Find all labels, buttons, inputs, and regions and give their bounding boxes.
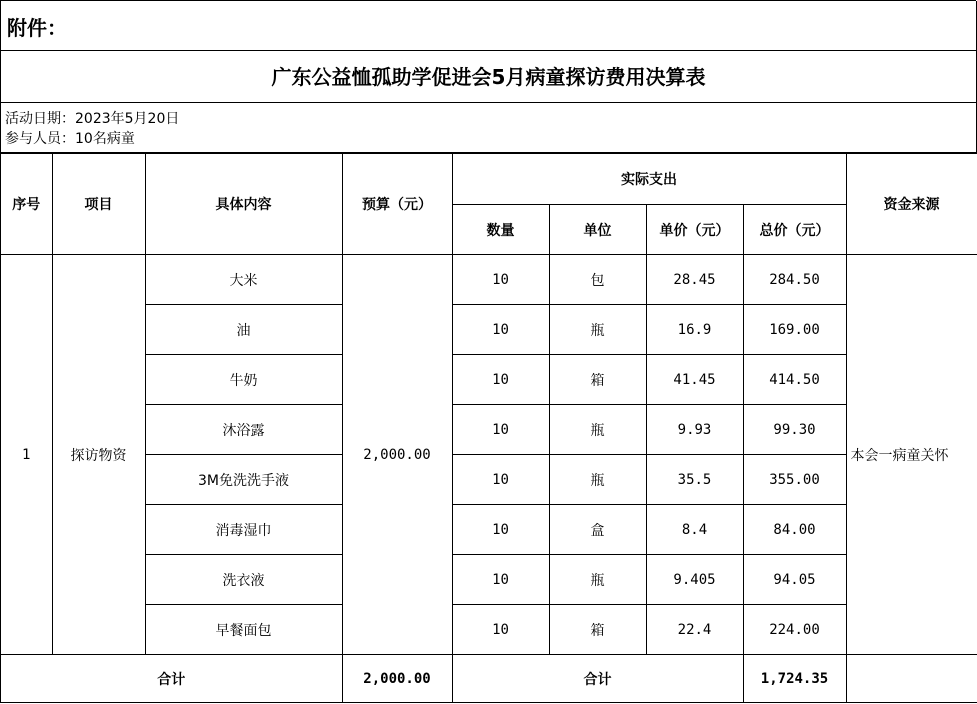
row-unit: 瓶 — [549, 305, 646, 355]
table-row — [1, 305, 977, 355]
header-quantity: 数量 — [452, 205, 549, 255]
header-item: 项目 — [52, 154, 145, 255]
header-unit-price: 单价（元） — [646, 205, 743, 255]
row-unit-price: 35.5 — [646, 455, 743, 505]
row-quantity: 10 — [452, 455, 549, 505]
row-content: 油 — [145, 305, 342, 355]
row-unit-price: 9.93 — [646, 405, 743, 455]
row-total: 284.50 — [743, 255, 846, 305]
row-total: 169.00 — [743, 305, 846, 355]
row-total: 224.00 — [743, 605, 846, 655]
row-content: 牛奶 — [145, 355, 342, 405]
row-quantity: 10 — [452, 605, 549, 655]
table-row — [1, 255, 977, 305]
row-total: 99.30 — [743, 405, 846, 455]
group-seq: 1 — [1, 255, 52, 655]
table-row — [1, 405, 977, 455]
row-quantity: 10 — [452, 505, 549, 555]
table-row — [1, 555, 977, 605]
participants: 参与人员：10名病童 — [5, 131, 135, 147]
row-content: 洗衣液 — [145, 555, 342, 605]
row-quantity: 10 — [452, 405, 549, 455]
row-unit: 瓶 — [549, 405, 646, 455]
header-actual: 实际支出 — [452, 154, 846, 205]
row-unit: 箱 — [549, 355, 646, 405]
totals-row — [1, 655, 977, 703]
total-empty — [846, 655, 977, 703]
total-label-actual: 合计 — [452, 655, 743, 703]
table-row — [1, 455, 977, 505]
row-content: 早餐面包 — [145, 605, 342, 655]
row-quantity: 10 — [452, 255, 549, 305]
total-label-budget: 合计 — [1, 655, 342, 703]
row-unit-price: 41.45 — [646, 355, 743, 405]
header-unit: 单位 — [549, 205, 646, 255]
row-content: 大米 — [145, 255, 342, 305]
header-fund-source: 资金来源 — [846, 154, 977, 255]
row-unit: 包 — [549, 255, 646, 305]
header-seq: 序号 — [1, 154, 52, 255]
page-title: 广东公益恤孤助学促进会5月病童探访费用决算表 — [1, 51, 977, 103]
row-content: 消毒湿巾 — [145, 505, 342, 555]
group-item: 探访物资 — [52, 255, 145, 655]
row-quantity: 10 — [452, 355, 549, 405]
row-unit-price: 22.4 — [646, 605, 743, 655]
row-total: 414.50 — [743, 355, 846, 405]
table-row — [1, 605, 977, 655]
table-row — [1, 505, 977, 555]
row-unit: 盒 — [549, 505, 646, 555]
row-quantity: 10 — [452, 305, 549, 355]
row-unit: 箱 — [549, 605, 646, 655]
row-unit-price: 28.45 — [646, 255, 743, 305]
table-row — [1, 355, 977, 405]
group-fund-source: 本会一病童关怀 — [846, 255, 977, 655]
attachment-label: 附件： — [1, 1, 977, 51]
activity-info — [1, 103, 977, 153]
row-total: 355.00 — [743, 455, 846, 505]
header-total-price: 总价（元） — [743, 205, 846, 255]
row-unit: 瓶 — [549, 455, 646, 505]
row-total: 84.00 — [743, 505, 846, 555]
row-unit-price: 8.4 — [646, 505, 743, 555]
row-quantity: 10 — [452, 555, 549, 605]
settlement-table — [1, 153, 977, 703]
row-unit: 瓶 — [549, 555, 646, 605]
total-budget: 2,000.00 — [342, 655, 452, 703]
header-content: 具体内容 — [145, 154, 342, 255]
row-unit-price: 16.9 — [646, 305, 743, 355]
row-unit-price: 9.405 — [646, 555, 743, 605]
row-content: 3M免洗洗手液 — [145, 455, 342, 505]
header-budget: 预算（元） — [342, 154, 452, 255]
row-total: 94.05 — [743, 555, 846, 605]
row-content: 沐浴露 — [145, 405, 342, 455]
group-budget: 2,000.00 — [342, 255, 452, 655]
total-actual: 1,724.35 — [743, 655, 846, 703]
activity-date: 活动日期：2023年5月20日 — [5, 111, 180, 127]
